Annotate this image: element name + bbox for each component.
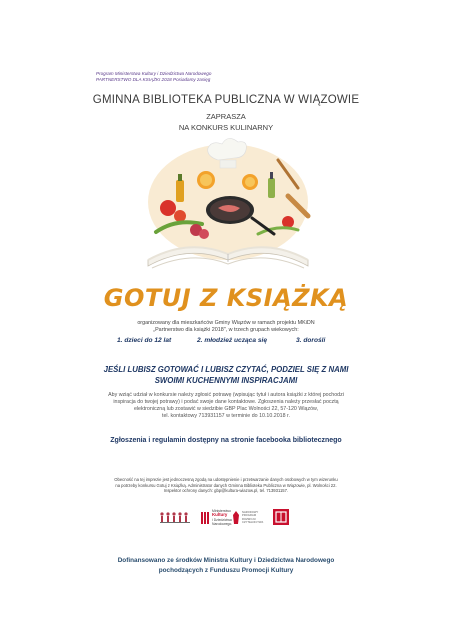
gdpr-line-3: Inspektor ochrony danych: gbp@kultura-wiazow.pl, tel. 713931157. — [163, 488, 289, 494]
age-group-3: 3. dorośli — [296, 337, 326, 344]
organized-info — [0, 320, 452, 334]
eagle-icon — [232, 511, 240, 525]
gdpr-line-1: Obecność na tej imprezie jest jednoczesną zgodą na udostępnienie i przetwarzanie danych osobowych w tym wizerunku — [114, 477, 338, 482]
funding-line-2: pochodzących z Funduszu Promocji Kultury — [158, 566, 294, 574]
slogan-line-1: JEŚLI LUBISZ GOTOWAĆ I LUBISZ CZYTAĆ, PODZIEL SIĘ Z NAMI — [103, 365, 349, 374]
organizer-name: GMINNA BIBLIOTEKA PUBLICZNA W WIĄZOWIE — [92, 94, 360, 106]
nprcz-logo — [232, 510, 264, 528]
rules-line-1: Aby wziąć udział w konkursie należy zgłosić potrawę (wpisując tytuł i autora książki z której pochodzi — [108, 392, 344, 398]
nprcz-line-4: CZYTELNICTWA — [242, 520, 264, 524]
organized-line-1: organizowany dla mieszkańców Gminy Wiązów w ramach projektu MKiDN — [137, 320, 315, 326]
rules-line-3: elektroniczną lub zostawić w siedzibie GBP Plac Wolności 22, 57-120 Wiązów, — [133, 406, 319, 412]
age-group-2: 2. młodzież ucząca się — [197, 337, 267, 344]
nprcz-line-2: PROGRAM — [242, 514, 257, 518]
rules-line-4: tel. kontaktowy 713931157 w terminie do 10.10.2018 r. — [162, 413, 290, 419]
mkidn-emblem-icon — [200, 510, 210, 526]
rules-line-2: inspiracja do twojej potrawy) i podać swoje dane kontaktowe. Zgłoszenia należy przesłać pocztą — [113, 399, 339, 405]
program-line-1: Program Ministerstwa Kultury i Dziedzictwa Narodowego — [96, 71, 212, 76]
rules-text — [0, 392, 452, 420]
mkidn-line-1: Ministerstwo — [212, 509, 231, 513]
slogan-line-2: SWOIMI KUCHENNYMI INSPIRACJAMI — [154, 376, 298, 385]
funding-note — [0, 556, 452, 575]
event-title: GOTUJ Z KSIĄŻKĄ — [103, 284, 349, 312]
contest-text: NA KONKURS KULINARNY — [178, 123, 274, 132]
invites-text: ZAPRASZA — [206, 112, 246, 121]
gdpr-notice — [0, 477, 452, 494]
book-square-logo — [273, 509, 289, 525]
library-logo — [158, 511, 194, 525]
organized-line-2: „Partnerstwo dla książki 2018", w trzech grupach wiekowych: — [153, 327, 299, 333]
funding-line-1: Dofinansowano ze środków Ministra Kultury i Dziedzictwa Narodowego — [117, 557, 335, 564]
nprcz-line-1: NARODOWY — [242, 511, 259, 514]
age-group-1: 1. dzieci do 12 lat — [117, 337, 172, 344]
cooking-book-illustration — [138, 138, 318, 274]
program-line-2: PARTNERSTWO DLA KSIĄŻKI 2018 Posiadamy zasięg — [96, 77, 211, 82]
age-groups — [0, 337, 452, 347]
mkidn-line-2: Kultury — [212, 512, 228, 518]
gdpr-line-2: na potrzeby konkursu Gotuj z Książką. Administrator danych Gminna Biblioteka Publiczna w Wiązowie, pl. Wolności 22. — [115, 482, 337, 488]
slogan — [0, 364, 452, 386]
mkidn-line-3: i Dziedzictwa Narodowego. — [212, 517, 233, 527]
applications-info: Zgłoszenia i regulamin dostępny na stronie facebooka bibliotecznego — [110, 437, 342, 444]
book-icon — [273, 509, 289, 525]
program-note — [96, 71, 296, 83]
nprcz-line-3: ROZWOJU — [242, 517, 256, 521]
